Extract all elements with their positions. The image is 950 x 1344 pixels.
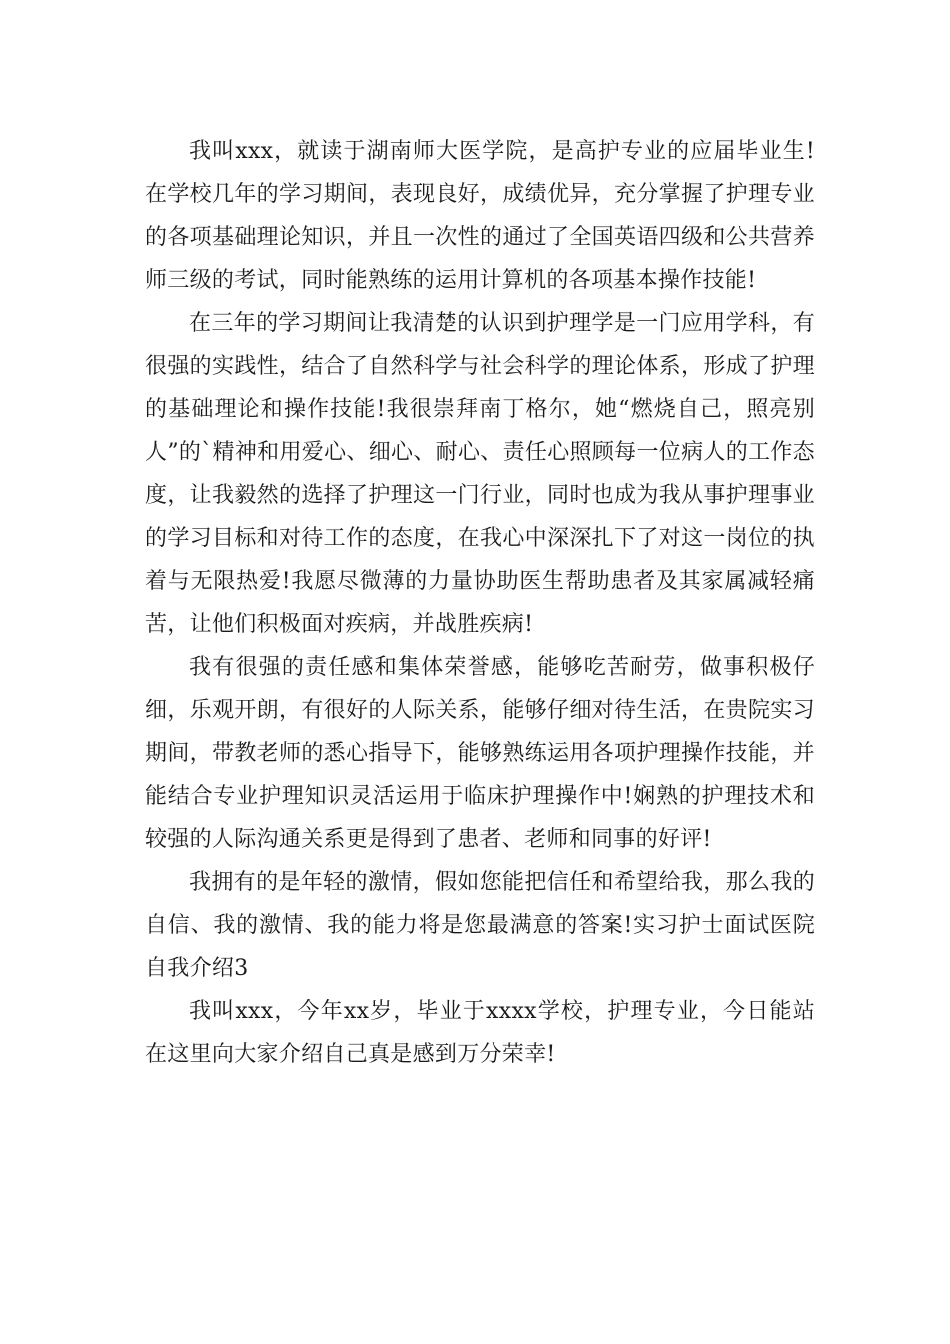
paragraph-character: 我有很强的责任感和集体荣誉感，能够吃苦耐劳，做事积极仔细，乐观开朗，有很好的人际关系，能够仔细对待生活，在贵院实习期间，带教老师的悉心指导下，能够熟练运用各项护理操作技能，并能结合专业护理知识灵活运用于临床护理操作中!娴熟的护理技术和较强的人际沟通关系更是得到了患者、老师和同事的好评! <box>145 655 815 852</box>
paragraph-intro: 我叫xxx，就读于湖南师大医学院，是高护专业的应届毕业生!在学校几年的学习期间，表现良好，成绩优异，充分掌握了护理专业的各项基础理论知识，并且一次性的通过了全国英语四级和公共营养师三级的考试，同时能熟练的运用计算机的各项基本操作技能! <box>145 139 815 293</box>
document-body <box>145 130 815 1076</box>
paragraph-second-intro: 我叫xxx，今年xx岁，毕业于xxxx学校，护理专业，今日能站在这里向大家介绍自己真是感到万分荣幸! <box>145 999 815 1067</box>
paragraph-closing: 我拥有的是年轻的激情，假如您能把信任和希望给我，那么我的自信、我的激情、我的能力将是您最满意的答案!实习护士面试医院自我介绍3 <box>145 870 815 981</box>
paragraph-study: 在三年的学习期间让我清楚的认识到护理学是一门应用学科，有很强的实践性，结合了自然科学与社会科学的理论体系，形成了护理的基础理论和操作技能!我很崇拜南丁格尔，她“燃烧自己，照亮别人”的`精神和用爱心、细心、耐心、责任心照顾每一位病人的工作态度，让我毅然的选择了护理这一门行业，同时也成为我从事护理事业的学习目标和对待工作的态度，在我心中深深扎下了对这一岗位的执着与无限热爱!我愿尽微薄的力量协助医生帮助患者及其家属减轻痛苦，让他们积极面对疾病，并战胜疾病! <box>145 311 815 637</box>
